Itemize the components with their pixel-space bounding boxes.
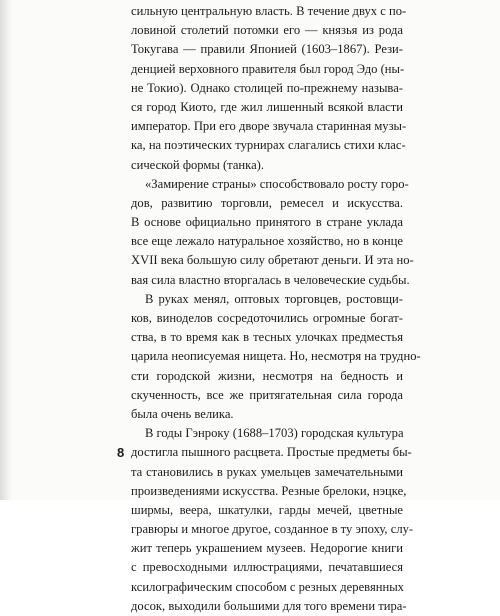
text-line: В основе официально принятого в стране уклада — [131, 215, 403, 230]
text-line: досок, выходили большими для того времени тира- — [131, 598, 407, 613]
text-line: скученность, все же притягательная сила города — [131, 387, 403, 402]
text-line: сической формы (танка). — [131, 157, 265, 172]
text-line: гравюры и многое другое, созданное в ту эпоху, слу- — [131, 522, 414, 537]
text-line: ся город Киото, где жил лишенный всякой власти — [131, 99, 403, 114]
text-line: В годы Гэнроку (1688–1703) городская культура — [145, 426, 404, 441]
text-line: «Замирение страны» способствовало росту горо- — [145, 176, 409, 191]
text-line: Токугава — правили Японией (1603–1867). Рези- — [131, 42, 403, 57]
text-line: с превосходными иллюстрациями, печатавшиеся — [131, 560, 403, 575]
text-line: ширмы, веера, шкатулки, гарды мечей, цветные — [131, 502, 403, 517]
text-line: сти городской жизни, несмотря на бедность и — [131, 368, 403, 383]
text-line: жит теперь украшением музеев. Недорогие книги — [131, 541, 403, 556]
text-line: ков, виноделов сосредоточились огромные богат- — [131, 311, 403, 325]
text-line: дов, развитию торговли, ремесел и искусства. — [131, 195, 403, 210]
text-line: ка, на поэтических турнирах слагались стихи клас- — [131, 138, 406, 153]
text-line: ловиной столетий потомки его — князья из рода — [131, 23, 403, 38]
text-line: денцией верховного правителя был город Эдо (ны- — [131, 61, 405, 76]
text-line: XVII века большую силу обретают деньги. И эта но- — [131, 253, 414, 268]
text-line: ксилографическим способом с резных деревянных — [131, 579, 404, 594]
text-line: царила неописуемая нищета. Но, несмотря на трудно- — [131, 349, 421, 364]
page-spine-shadow — [0, 0, 12, 500]
text-line: ства, в то время как в тесных улочках предместья — [131, 330, 403, 345]
text-line: В руках менял, оптовых торговцев, ростовщи- — [145, 291, 403, 306]
text-line: та становились в руках умельцев замечательными — [131, 464, 403, 479]
text-line: не Токио). Однако столицей по-прежнему называ- — [131, 80, 403, 95]
text-line: император. При его дворе звучала старинная музы- — [131, 119, 407, 134]
text-line: все еще лежало натуральное хозяйство, но в конце — [131, 234, 403, 249]
text-line: достигла пышного расцвета. Простые предметы бы- — [131, 445, 412, 460]
page-text — [131, 2, 421, 616]
page-number: 8 — [117, 445, 125, 460]
text-line: произведениями искусства. Резные брелоки, нэцке, — [131, 483, 407, 498]
text-line: вая сила властно вторгалась в человеческие судьбы. — [131, 272, 410, 287]
text-line: была очень велика. — [131, 406, 234, 421]
text-line: сильную центральную власть. В течение двух с по- — [131, 4, 407, 18]
